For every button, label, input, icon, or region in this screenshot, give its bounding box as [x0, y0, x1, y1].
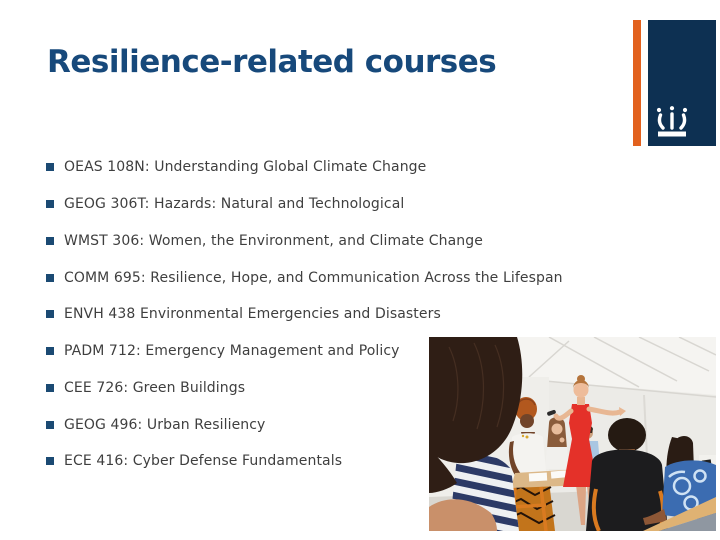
bullet-square-icon [46, 200, 54, 208]
course-text: COMM 695: Resilience, Hope, and Communication Across the Lifespan [64, 269, 563, 286]
crown-logo-icon [652, 105, 692, 139]
course-list-item [46, 223, 563, 260]
course-text: CEE 726: Green Buildings [64, 379, 246, 396]
bullet-square-icon [46, 274, 54, 282]
course-list-item [46, 259, 563, 296]
bullet-square-icon [46, 384, 54, 392]
course-text: PADM 712: Emergency Management and Policy [64, 343, 400, 360]
bullet-square-icon [46, 457, 54, 465]
bullet-square-icon [46, 421, 54, 429]
course-text: WMST 306: Women, the Environment, and Climate Change [64, 232, 483, 249]
bullet-square-icon [46, 347, 54, 355]
bullet-square-icon [46, 237, 54, 245]
course-text: GEOG 306T: Hazards: Natural and Technological [64, 196, 405, 213]
brand-bar [648, 20, 716, 146]
course-list-item [46, 149, 563, 186]
accent-stripe [633, 20, 641, 146]
course-text: ECE 416: Cyber Defense Fundamentals [64, 453, 343, 470]
course-text: ENVH 438 Environmental Emergencies and Disasters [64, 306, 441, 323]
course-list-item [46, 186, 563, 223]
course-list-item [46, 296, 563, 333]
page-title: Resilience-related courses [47, 44, 497, 80]
classroom-photo [429, 337, 716, 531]
bullet-square-icon [46, 310, 54, 318]
course-text: GEOG 496: Urban Resiliency [64, 416, 266, 433]
bullet-square-icon [46, 163, 54, 171]
course-text: OEAS 108N: Understanding Global Climate Change [64, 159, 427, 176]
